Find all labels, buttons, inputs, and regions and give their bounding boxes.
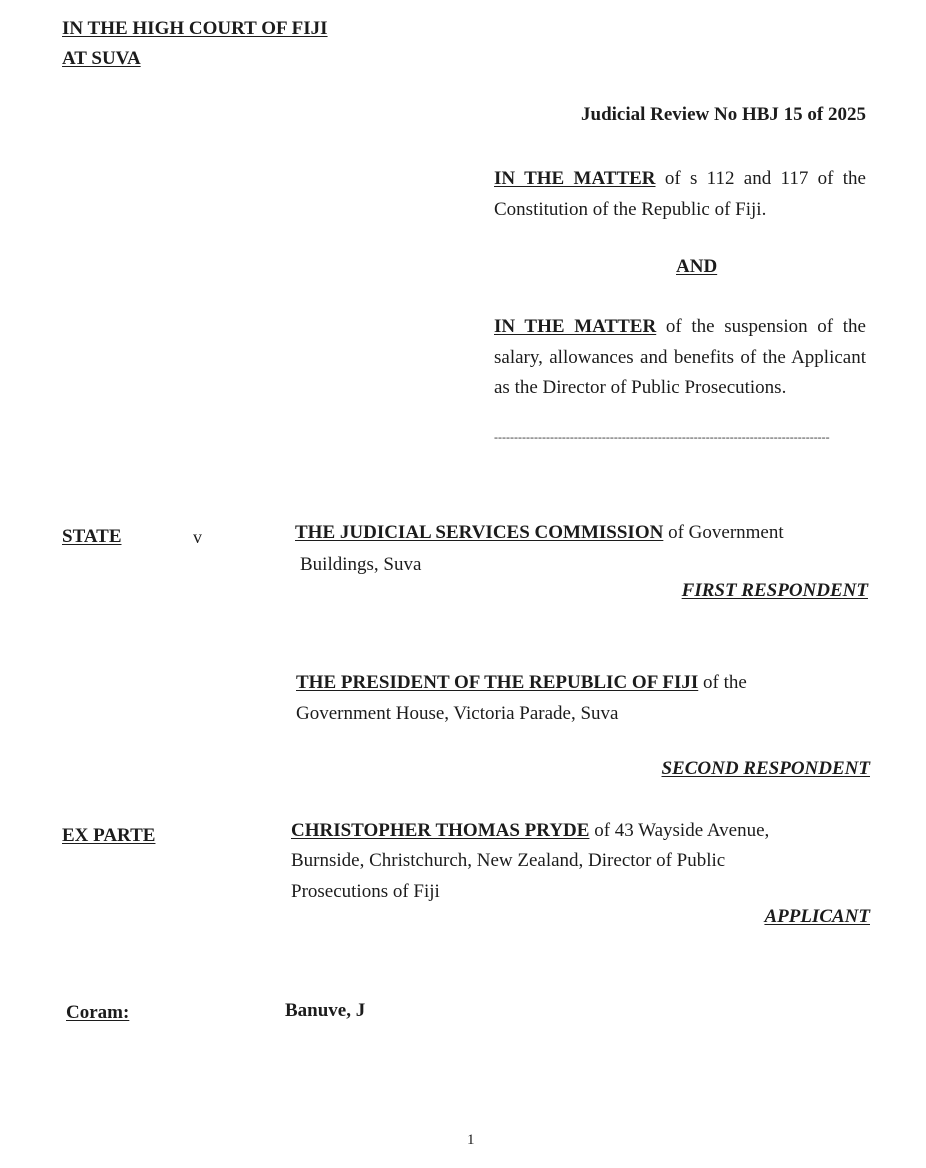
matter-lead: IN THE MATTER [494, 316, 657, 337]
applicant-line1: CHRISTOPHER THOMAS PRYDE of 43 Wayside Avenue, [291, 820, 770, 841]
second-respondent-role: SECOND RESPONDENT [661, 758, 870, 779]
coram-judge: Banuve, J [285, 1000, 366, 1021]
applicant-role: APPLICANT [764, 906, 870, 927]
applicant-address-line3: Prosecutions of Fiji [291, 881, 440, 902]
matter-text: of s 112 and 117 of the Constitution of the Republic of Fiji. [494, 168, 866, 220]
state-label: STATE [62, 526, 122, 547]
first-respondent-line1: THE JUDICIAL SERVICES COMMISSION of Government [295, 522, 784, 543]
dashed-separator: ------------------------------------------------------------------------------------ [494, 430, 830, 444]
page-number: 1 [467, 1132, 475, 1148]
court-name: IN THE HIGH COURT OF FIJI [62, 18, 328, 39]
first-respondent-name: THE JUDICIAL SERVICES COMMISSION [295, 522, 664, 543]
ex-parte-label: EX PARTE [62, 825, 156, 846]
second-respondent-name: THE PRESIDENT OF THE REPUBLIC OF FIJI [296, 672, 699, 693]
applicant-name: CHRISTOPHER THOMAS PRYDE [291, 820, 590, 841]
matter-clause-2 [494, 312, 866, 404]
case-number: Judicial Review No HBJ 15 of 2025 [581, 104, 866, 125]
second-respondent-address: Government House, Victoria Parade, Suva [296, 703, 619, 724]
first-respondent-address: Buildings, Suva [300, 554, 422, 575]
matter-text: of the suspension of the salary, allowances and benefits of the Applicant as the Director of Public Prosecutions. [494, 316, 866, 398]
second-respondent-line1: THE PRESIDENT OF THE REPUBLIC OF FIJI of the [296, 672, 747, 693]
applicant-address-line2: Burnside, Christchurch, New Zealand, Director of Public [291, 850, 726, 871]
and-conjunction: AND [676, 256, 718, 277]
coram-label: Coram: [66, 1002, 130, 1023]
versus-label: v [193, 527, 202, 547]
court-location: AT SUVA [62, 48, 141, 69]
matter-clause-1 [494, 164, 866, 225]
first-respondent-role: FIRST RESPONDENT [681, 580, 868, 601]
matter-lead: IN THE MATTER [494, 168, 656, 189]
